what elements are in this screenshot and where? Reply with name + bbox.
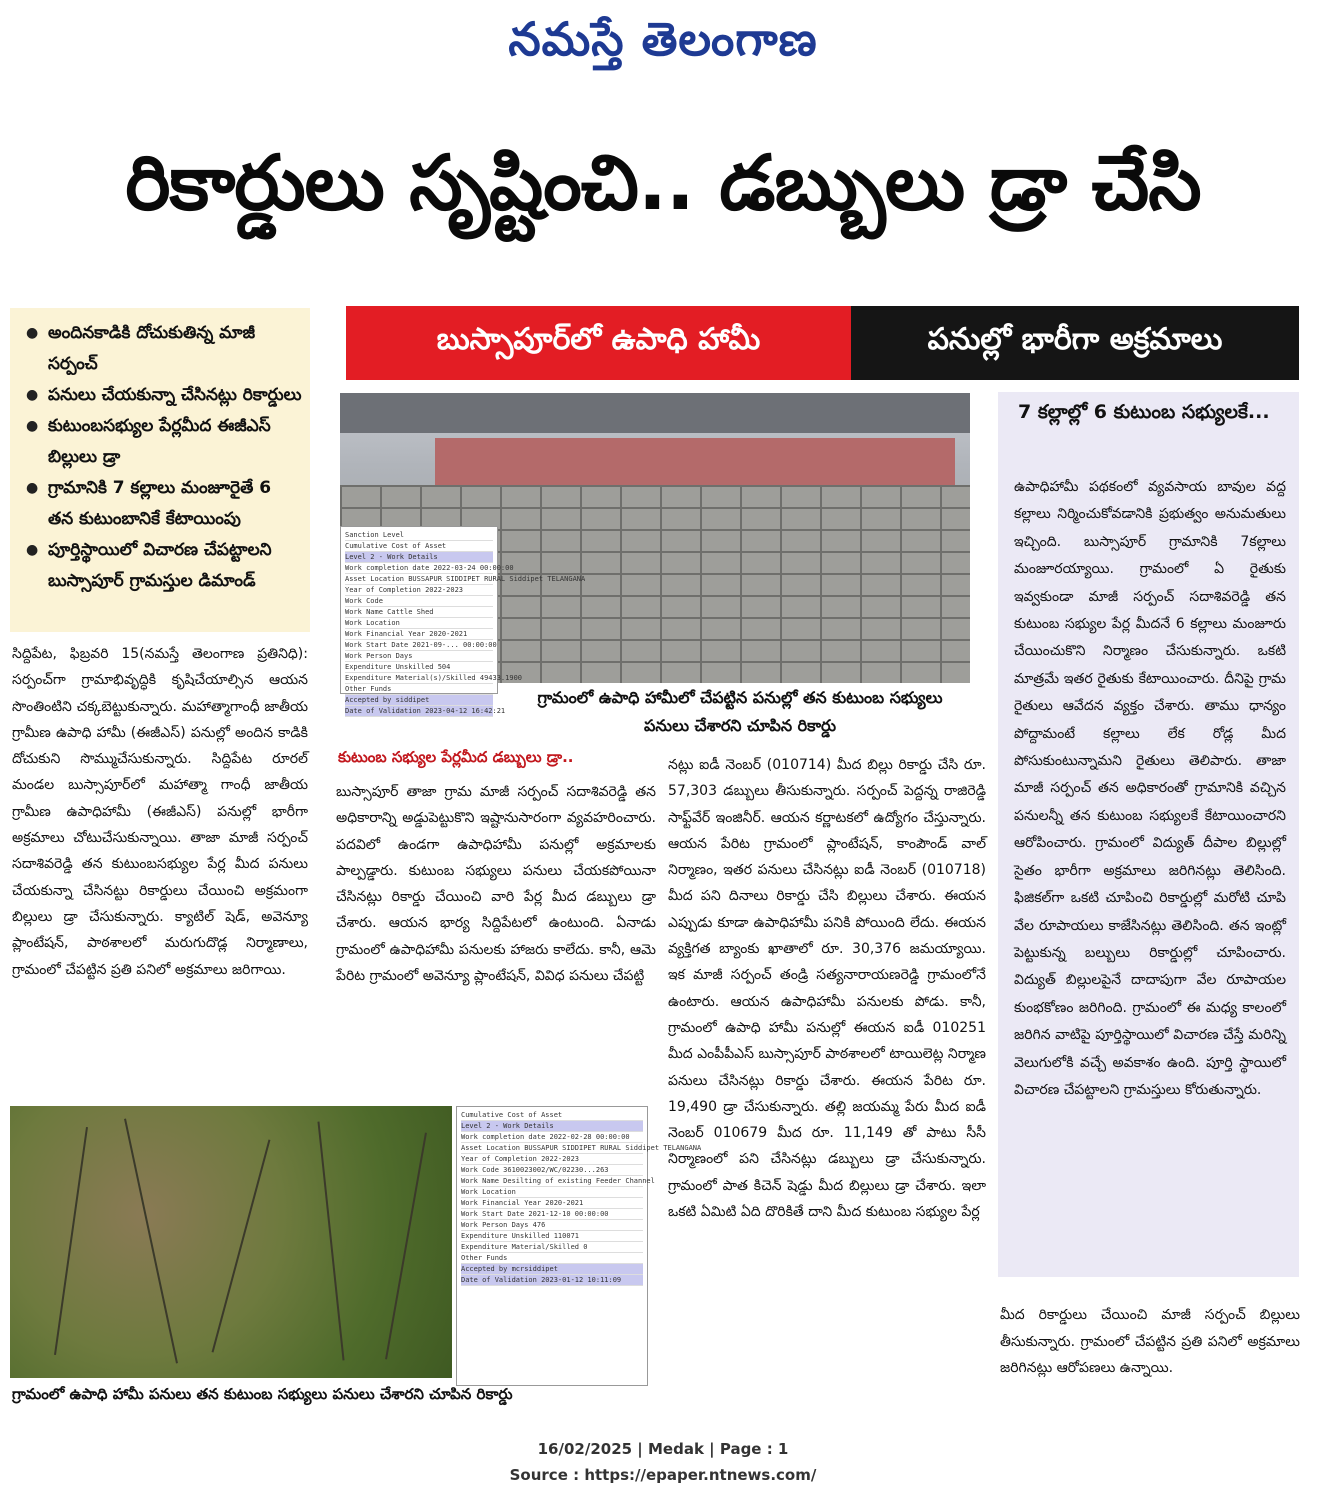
- highlight-item: ● పనులు చేయకున్నా చేసినట్లు రికార్డులు: [24, 380, 302, 411]
- record-row: Accepted by siddipet: [345, 695, 493, 706]
- record-row: Cumulative Cost of Asset: [345, 541, 493, 552]
- work-record-card: [456, 1106, 702, 1386]
- article-column-4-continuation: మీద రికార్డులు చేయించి మాజీ సర్పంచ్ బిల్లులు తీసుకున్నారు. గ్రామంలో చేపట్టిన ప్రతి పనిలో అక్రమాలు జరిగినట్లు ఆరోపణలు ఉన్నాయి.: [1000, 1307, 1300, 1376]
- record-row: Work Person Days: [345, 651, 493, 662]
- roof-shape: [340, 393, 970, 433]
- photo2-caption: గ్రామంలో ఉపాధి హామీ పనులు తన కుటుంబ సభ్యులు పనులు చేశారని చూపిన రికార్డు: [12, 1385, 513, 1403]
- record-row: Work completion date 2022-02-28 00:00:00: [461, 1132, 643, 1143]
- record-row: Work Location: [461, 1187, 643, 1198]
- article-column-1: సిద్దిపేట, ఫిబ్రవరి 15(నమస్తే తెలంగాణ ప్రతినిధి): సర్పంచ్‌గా గ్రామాభివృద్ధికి కృషిచేయాల్సిన ఆయన సొంతింటిని చక్కబెట్టుకున్నారు. మహాత్మాగాంధీ జాతీయ గ్రామీణ ఉపాధి హామీ (ఈజీఎస్) పనుల్లో అందిన కాడికి దోచుకుని సొమ్ముచేసుకున్నారు. సిద్దిపేట రూరల్ మండల బుస్సాపూర్‌లో మహాత్మా గాంధీ జాతీయ గ్రామీణ ఉపాధిహామీ (ఈజీఎస్) పనుల్లో భారీగా అక్రమాలు చోటుచేసుకున్నాయి. తాజా మాజీ సర్పంచ్ సదాశివరెడ్డి తన కుటుంబసభ్యుల పేర్ల మీద పనులు చేయకున్నా చేసినట్టు రికార్డులు చేయించి అక్రమంగా బిల్లులు డ్రా చేసుకున్నారు. క్యాటిల్ షెడ్, అవెన్యూ ప్లాంటేషన్, పాఠశాలలో మరుగుదొడ్ల నిర్మాణాలు, గ్రామంలో చేపట్టిన ప్రతి పనిలో అక్రమాలు జరిగాయి.: [12, 646, 308, 978]
- record-row: Work Financial Year 2020-2021: [461, 1198, 643, 1209]
- article-subheading: కుటుంబ సభ్యుల పేర్లమీద డబ్బులు డ్రా..: [338, 748, 574, 766]
- twig-shape: [54, 1127, 88, 1355]
- record-row: Expenditure Material/Skilled 0: [461, 1242, 643, 1253]
- sidebar-body: ఉపాధిహామీ పథకంలో వ్యవసాయ బావుల వద్ద కల్లాలు నిర్మించుకోవడానికి ప్రభుత్వం అనుమతులు ఇచ్చింది. బుస్సాపూర్ గ్రామానికి 7కల్లాలు మంజూరయ్యాయి. గ్రామంలో ఏ రైతుకు ఇవ్వకుండా మాజీ సర్పంచ్ సదాశివరెడ్డి తన కుటుంబ సభ్యుల పేర్ల మీదనే 6 కల్లాలు మంజూరు చేయించుకొని నిర్మాణం చేసుకున్నారు. ఒకటి మాత్రమే ఇతర రైతుకు కేటాయించారు. దీనిపై గ్రామ రైతులు ఆవేదన వ్యక్తం చేశారు. తాము ధాన్యం పోద్దామంటే కల్లాలు లేక రోడ్ల మీద పోసుకుంటున్నామని రైతులు తెలిపారు. తాజా మాజీ సర్పంచ్ తన అధికారంతో గ్రామానికి వచ్చిన పనులన్నీ తన కుటుంబ సభ్యులకే కేటాయించారని ఆరోపించారు. గ్రామంలో విద్యుత్ దీపాల బిల్లుల్లో సైతం భారీగా అక్రమాలు జరిగినట్లు తెలిసింది. ఫిజికల్‌గా ఒకటి చూపించి రికార్డుల్లో మరోటి చూపి వేల రూపాయలు కాజేసినట్లు తెలిసింది. తన ఇంట్లో పెట్టుకున్న బల్బులు రికార్డుల్లో చూపించారు. విద్యుత్ బిల్లులపైనే దాదాపుగా వేల రూపాయల కుంభకోణం జరిగింది. గ్రామంలో ఈ మధ్య కాలంలో జరిగిన వాటిపై పూర్తిస్థాయిలో విచారణ చేస్తే మరిన్ని వెలుగులోకి వచ్చే అవకాశం ఉంది. పూర్తి స్థాయిలో విచారణ చేపట్టాలని గ్రామస్తులు కోరుతున్నారు.: [1014, 479, 1286, 1098]
- record-row: Work Code 3610023002/WC/02230...263: [461, 1165, 643, 1176]
- record-row: Year of Completion 2022-2023: [461, 1154, 643, 1165]
- highlight-item: ● గ్రామానికి 7 కల్లాలు మంజూరైతే 6 తన కుటుంబానికే కేటాయింపు: [24, 473, 302, 535]
- record-row: Work completion date 2022-03-24 00:00:00: [345, 564, 514, 572]
- record-row: Work Person Days 476: [461, 1220, 643, 1231]
- record-row: Asset Location BUSSAPUR SIDDIPET RURAL Siddipet TELANGANA: [345, 575, 586, 583]
- twig-shape: [317, 1122, 344, 1361]
- work-record-card: [340, 526, 586, 715]
- article-column-3: నట్లు ఐడీ నెంబర్ (010714) మీద బిల్లు రికార్డు చేసి రూ. 57,303 డబ్బులు తీసుకున్నారు. సర్పంచ్ పెద్దన్న రాజిరెడ్డి సాఫ్ట్‌వేర్ ఇంజినీర్. ఆయన కర్ణాటకలో ఉద్యోగం చేస్తున్నారు. ఆయన పేరిట గ్రామంలో ప్లాంటేషన్, కాంపౌండ్ వాల్ నిర్మాణం, ఇతర పనులు చేసినట్లు ఐడీ నెంబర్ (010718) మీద పని దినాలు రికార్డు చేసి బిల్లులు చేశారు. ఈయన ఎప్పుడు కూడా ఉపాధిహామీ పనికి పోయింది లేదు. ఈయన వ్యక్తిగత బ్యాంకు ఖాతాలో రూ. 30,376 జమయ్యాయి. ఇక మాజీ సర్పంచ్ తండ్రి సత్యనారాయణరెడ్డి గ్రామంలోనే ఉంటారు. ఆయన ఉపాధిహామీ పనులకు పోడు. కానీ, గ్రామంలో ఉపాధి హామీ పనుల్లో ఈయన ఐడీ 010251 మీద ఎంపీపీఎస్ బుస్సాపూర్ పాఠశాలలో టాయిలెట్ల నిర్మాణ పనులు చేసినట్లు రికార్డు చేశారు. ఈయన పేరిట రూ. 19,490 డ్రా చేసుకున్నారు. తల్లి జయమ్మ పేరు మీద ఐడీ నెంబర్ 010679 మీద రూ. 11,149 తో పాటు సీసీ నిర్మాణంలో పని చేసినట్లు డబ్బులు డ్రా చేసుకున్నారు. గ్రామంలో పాత కిచెన్ షెడ్డు మీద బిల్లులు డ్రా చేశారు. ఇలా ఒకటి ఏమిటి ఏది దొరికితే దాని మీద కుటుంబ సభ్యుల పేర్ల: [668, 757, 986, 1221]
- record-row: Work Start Date 2021-09-... 00:00:00: [345, 641, 497, 649]
- highlight-item: ● అందినకాడికి దోచుకుతిన్న మాజీ సర్పంచ్: [24, 318, 302, 380]
- record-row: Work Code: [345, 596, 493, 607]
- record-row: Cumulative Cost of Asset: [461, 1110, 643, 1121]
- highlight-item: ● కుటుంబసభ్యుల పేర్లమీద ఈజీఎస్ బిల్లులు డ్రా: [24, 411, 302, 473]
- record-row: Work Name Cattle Shed: [345, 607, 493, 618]
- article-column-2: బుస్సాపూర్ తాజా గ్రామ మాజీ సర్పంచ్ సదాశివరెడ్డి తన అధికారాన్ని అడ్డుపెట్టుకొని ఇష్టానుసారంగా వ్యవహరించారు. పదవిలో ఉండగా ఉపాధిహామీ పనుల్లో అక్రమాలకు పాల్పడ్డారు. కుటుంబ సభ్యులు పనులు చేయకపోయినా చేసినట్లు రికార్డు చేయించి వారి పేర్ల మీద డబ్బులు డ్రా చేశారు. ఆయన భార్య సిద్దిపేటలో ఉంటుంది. ఏనాడు గ్రామంలో ఉపాధిహామీ పనులకు హాజరు కాలేదు. కానీ, ఆమె పేరిట గ్రామంలో అవెన్యూ ప్లాంటేషన్, వివిధ పనులు చేపట్టి: [336, 784, 656, 985]
- sidebar-title: 7 కల్లాల్లో 6 కుటుంబ సభ్యులకే...: [1018, 401, 1270, 423]
- headline: రికార్డులు సృష్టించి.. డబ్బులు డ్రా చేసి: [125, 138, 1201, 227]
- record-row: Level 2 - Work Details: [461, 1121, 643, 1132]
- record-row: Work Financial Year 2020-2021: [345, 629, 493, 640]
- record-row: Sanction Level: [345, 530, 493, 541]
- subheadline-black-part: పనుల్లో భారీగా అక్రమాలు: [851, 306, 1299, 380]
- twig-shape: [385, 1133, 427, 1360]
- record-row: Date of Validation 2023-01-12 10:11:09: [461, 1275, 643, 1286]
- record-row: Work Name Desilting of existing Feeder Channel: [461, 1177, 655, 1185]
- record-row: Year of Completion 2022-2023: [345, 585, 493, 596]
- record-row: Other Funds: [345, 684, 493, 695]
- record-row: Expenditure Unskilled 110071: [461, 1231, 643, 1242]
- record-row: Other Funds: [461, 1253, 643, 1264]
- record-row: Expenditure Unskilled 504: [345, 662, 493, 673]
- record-row: Asset Location BUSSAPUR SIDDIPET RURAL Siddipet TELANGANA: [461, 1144, 702, 1152]
- subheadline-banner: [346, 306, 1299, 380]
- record-row: Accepted by mcrsiddipet: [461, 1264, 643, 1275]
- record-row: Date of Validation 2023-04-12 16:42:21: [345, 707, 506, 715]
- twig-shape: [212, 1139, 271, 1352]
- bushes-photo: [10, 1106, 452, 1378]
- subheadline-red-part: బుస్సాపూర్‌లో ఉపాధి హామీ: [346, 306, 851, 380]
- photo1-caption: గ్రామంలో ఉపాధి హామీలో చేపట్టిన పనుల్లో తన కుటుంబ సభ్యులు పనులు చేశారని చూపిన రికార్డు: [537, 688, 943, 735]
- record-row: Level 2 - Work Details: [345, 552, 493, 563]
- highlight-item: ● పూర్తిస్థాయిలో విచారణ చేపట్టాలని బుస్సాపూర్ గ్రామస్తుల డిమాండ్: [24, 535, 302, 597]
- footer-date-line: 16/02/2025 | Medak | Page : 1: [537, 1440, 789, 1458]
- twig-shape: [124, 1119, 178, 1364]
- masthead-logo: నమస్తే తెలంగాణ: [508, 12, 818, 66]
- highlights-box: [10, 308, 310, 632]
- record-row: Expenditure Material(s)/Skilled 49433.1900: [345, 674, 523, 682]
- record-row: Work Start Date 2021-12-10 00:00:00: [461, 1209, 643, 1220]
- record-row: Work Location: [345, 618, 493, 629]
- footer-source-line: Source : https://epaper.ntnews.com/: [509, 1466, 817, 1484]
